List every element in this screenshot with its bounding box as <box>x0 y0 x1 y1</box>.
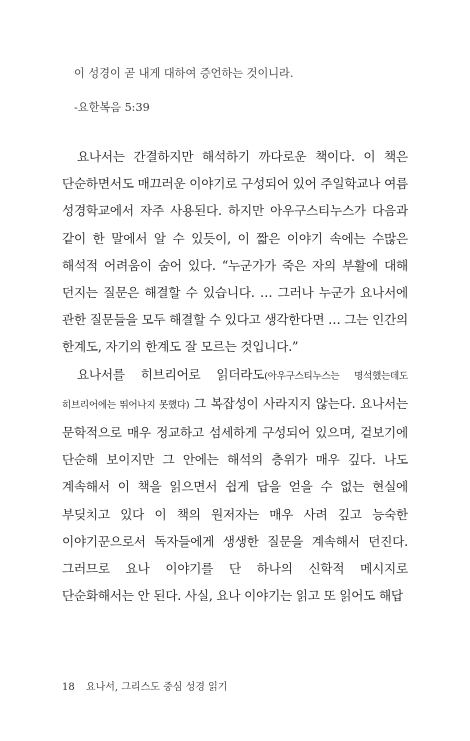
page-number: 18 <box>62 682 75 693</box>
paragraph-2-start: 요나서를 히브리어로 읽더라도 <box>77 366 265 382</box>
body-text <box>62 143 408 609</box>
paragraph-2 <box>62 361 408 610</box>
running-title: 요나서, 그리스도 중심 성경 읽기 <box>85 682 228 693</box>
epigraph <box>74 64 414 118</box>
epigraph-source: -요한복음 5:39 <box>74 101 150 114</box>
paragraph-1: 요나서는 간결하지만 해석하기 까다로운 책이다. 이 책은 단순하면서도 매끄러운 이야기로 구성되어 있어 주일학교나 여름 성경학교에서 자주 사용된다. 하지만 아우구스티누스가 다음과 같이 한 말에서 알 수 있듯이, 이 짧은 이야기 속에는 수많은 해석적 어려움이 숨어 있다. “누군가가 죽은 자의 부활에 대해 던지는 질문은 해결할 수 있습니다. … 그러나 누군가 요나서에 관한 질문들을 모두 해결할 수 있다고 생각한다면 … 그는 인간의 한계도, 자기의 한계도 잘 모르는 것입니다.” <box>62 149 408 355</box>
page-footer <box>62 678 408 693</box>
epigraph-quote: 이 성경이 곧 내게 대하여 증언하는 것이니라. <box>74 67 294 80</box>
paragraph-2-rest: 그 복잡성이 사라지지 않는다. 요나서는 문학적으로 매우 정교하고 섬세하게 구성되어 있으며, 겉보기에 단순해 보이지만 그 안에는 해석의 층위가 매우 깊다. 나도 계속해서 이 책을 읽으면서 쉽게 답을 얻을 수 없는 현실에 부딪치고 있다 이 책의 원저자는 매우 사려 깊고 능숙한 이야기꾼으로서 독자들에게 생생한 질문을 계속해서 던진다. 그러므로 요나 이야기를 단 하나의 신학적 메시지로 단순화해서는 안 된다. 사실, 요나 이야기는 읽고 또 읽어도 해답 <box>62 395 408 604</box>
paragraph-2-note: (아우구스티누스는 명석했는데도 히브리어에는 뛰어나지 못했다) <box>62 370 408 411</box>
